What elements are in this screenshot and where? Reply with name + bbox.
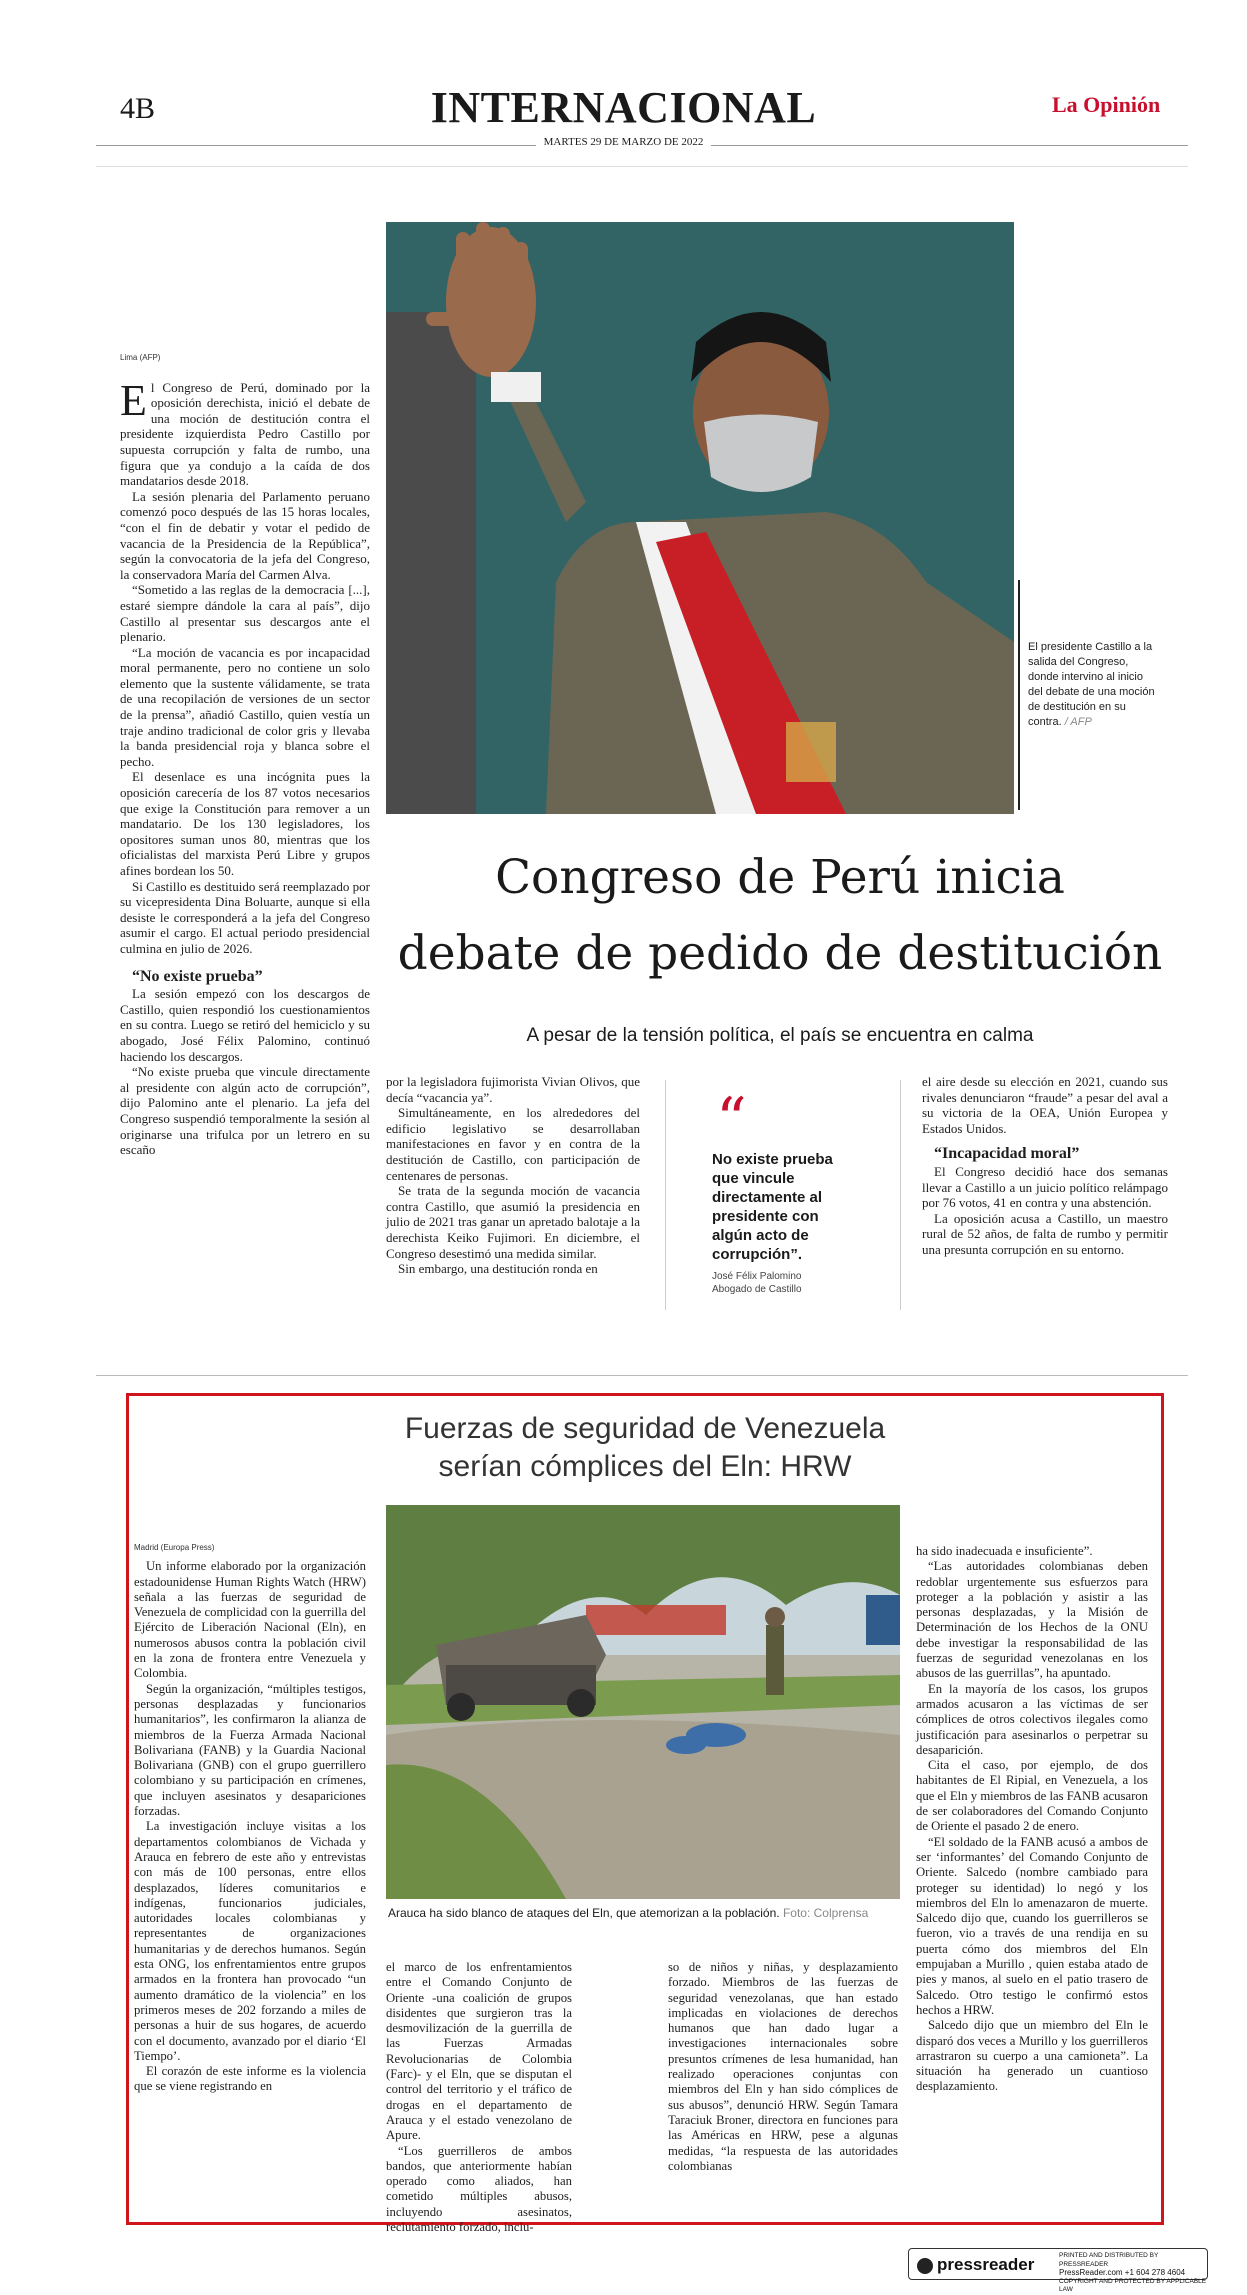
drop-cap: E — [120, 375, 147, 425]
story1-column-2: por la legisladora fujimorista Vivian Olivos, que decía “vacancia ya”. Simultáneamente, en los alrededores del edificio legislativo se desarrollaban manifestaciones en favor y en contra de la destitución de Castillo, con participación de centenares de personas. Se trata de la segunda moción de vacancia contra Castillo, que asumió la presidencia en julio de 2021 tras ganar un apretado balotaje a la derechista Keiko Fujimori. En diciembre, el Congreso desestimó una medida similar. Sin embargo, una destitución ronda en — [386, 1074, 640, 1277]
subhead: “No existe prueba” — [132, 967, 263, 985]
issue-date: MARTES 29 DE MARZO DE 2022 — [0, 136, 1247, 148]
story2-column-3: so de niños y niñas, y desplazamiento forzado. Miembros de las fuerzas de seguridad venezolanas, que han estado implicadas en violaciones de derechos humanos que han dado lugar a investigaciones internacionales sobre presuntos crímenes de lesa humanidad, han realizado operaciones conjuntas con miembros del Eln y han sido cómplices de sus abusos”, denunció HRW. Según Tamara Taraciuk Broner, directora en funciones para las Américas en HRW, pese a algunas medidas, “la respuesta de las autoridades colombianas — [668, 1960, 898, 2173]
castillo-photo — [386, 222, 1014, 814]
column-divider — [665, 1080, 666, 1310]
header-rule-2 — [96, 166, 1188, 167]
story2-column-1: Madrid (Europa Press) Un informe elaborado por la organización estadounidense Human Rights Watch (HRW) señala a las fuerzas de seguridad de Venezuela de complicidad con la guerrilla del Ejército de Liberación Nacional (Eln), en numerosos abusos contra la población civil en la zona de frontera entre Venezuela y Colombia. Según la organización, “múltiples testigos, personas desplazadas y funcionarios humanitarios”, les confirmaron la alianza de miembros de la Fuerza Armada Nacional Bolivariana (FANB) y la Guardia Nacional Bolivariana (GNB) con el grupo guerrillero colombiano y su participación en crímenes, que incluyen asesinatos y desapariciones forzadas. La investigación incluye visitas a los departamentos colombianos de Vichada y Arauca en febrero de este año y entrevistas con más de 100 personas, entre ellos desplazados, líderes comunitarios e indígenas, funcionarios judiciales, autoridades locales colombianas y representantes de organizaciones humanitarias y de derechos humanos. Según esta ONG, los enfrentamientos entre grupos armados en la frontera han provocado “un aumento dramático de la violencia” en los primeros meses de 202 forzando a miles de personas a huir de sus hogares, de acuerdo con el documento, avanzado por el diario ‘El Tiempo’. El corazón de este informe es la violencia que se viene registrando en — [134, 1540, 366, 2095]
page-number: 4B — [120, 92, 156, 125]
castillo-photo-illustration — [386, 222, 1014, 814]
pressreader-badge[interactable] — [908, 2248, 1208, 2293]
column-divider — [900, 1080, 901, 1310]
headline: Congreso de Perú inicia debate de pedido de destitución — [397, 850, 1163, 981]
photo-caption-2: Arauca ha sido blanco de ataques del Eln, que atemorizan a la población. Foto: Colprensa — [388, 1906, 869, 1920]
dateline: Lima (AFP) — [120, 353, 161, 362]
photo-caption: El presidente Castillo a la salida del Congreso, donde intervino al inicio del debate de una moción de destitución en su contra. / AFP — [1028, 641, 1155, 728]
section-title: INTERNACIONAL — [430, 83, 817, 132]
brand-logo: La Opinión — [1052, 92, 1161, 117]
quote-icon: “ — [716, 1085, 747, 1155]
pressreader-icon — [917, 2258, 933, 2274]
pressreader-notice: PRINTED AND DISTRIBUTED BY PRESSREADER PressReader.com +1 604 278 4604 COPYRIGHT AND PROTECTED BY APPLICABLE LAW — [1059, 2252, 1207, 2293]
dateline-2: Madrid (Europa Press) — [134, 1543, 215, 1552]
pressreader-logo: pressreader — [917, 2255, 1034, 2275]
pull-quote-attribution: José Félix Palomino Abogado de Castillo — [712, 1271, 802, 1295]
photo-credit-2: Foto: Colprensa — [782, 1906, 869, 1920]
section-divider — [96, 1375, 1188, 1376]
story1-column-4: el aire desde su elección en 2021, cuando sus rivales denunciaron “fraude” a pesar del aval a su victoria de la OEA, Unión Europea y Estados Unidos. “Incapacidad moral” El Congreso decidió hace dos semanas llevar a Castillo a un juicio político relámpago por 76 votos, 41 en contra y una abstención. La oposición acusa a Castillo, un maestro rural de 52 años, de falta de rumbo y permitir una presunta corrupción en su entorno. — [922, 1074, 1168, 1257]
photo-credit: / AFP — [1064, 716, 1092, 728]
subhead: “Incapacidad moral” — [934, 1145, 1080, 1163]
deck: A pesar de la tensión política, el país se encuentra en calma — [526, 1025, 1034, 1046]
story2-title: Fuerzas de seguridad de Venezuela serían cómplices del Eln: HRW — [404, 1412, 886, 1483]
arauca-photo-illustration — [386, 1505, 900, 1899]
story2-column-4: ha sido inadecuada e insuficiente”. “Las autoridades colombianas deben redoblar urgentemente sus esfuerzos para proteger a la población y asistir a las personas desplazadas, y la Misión de Determinación de los Hechos de la ONU debe investigar la responsabilidad de las fuerzas de seguridad venezolanas en los abusos de las guerrillas”, ha apuntado. En la mayoría de los casos, los grupos armados acusaron a las víctimas de ser cómplices de otros colectivos ilegales como justificación para asesinarlos o perpetrar su desaparición. Cita el caso, por ejemplo, de dos habitantes de El Ripial, en Venezuela, a los que el Eln y miembros de las FANB acusaron de ser colaboradores del Comando Conjunto de Oriente el pasado 2 de enero. “El soldado de la FANB acusó a ambos de ser ‘informantes’ del Comando Conjunto de Oriente. Salcedo (nombre cambiado para proteger su identidad) lo negó y los miembros del Eln lo amenazaron de muerte. Salcedo dijo que, cuando los guerrilleros se fueron, vio a través de una rendija en su puerta cómo dos miembros del Eln empujaban a Murillo , quien estaba atado de pies y manos, al suelo en el patio trasero de Salcedo. Otro testigo le confirmó estos hechos a HRW. Salcedo dijo que un miembro del Eln le disparó dos veces a Murillo y los guerrilleros arrastraron su cuerpo a una camioneta”. La situación ha generado un cuantioso desplazamiento. — [916, 1544, 1148, 2094]
caption-divider — [1018, 580, 1020, 810]
pull-quote: No existe prueba que vincule directamente al presidente con algún acto de corrupción”. — [712, 1151, 833, 1263]
story1-column-1: Lima (AFP) El Congreso de Perú, dominado por la oposición derechista, inició el debate de una moción de destitución contra el presidente izquierdista Pedro Castillo por supuesta corrupción y falta de rumbo, una figura que ya condujo a la caída de dos mandatarios desde 2018. La sesión plenaria del Parlamento peruano comenzó poco después de las 15 horas locales, “con el fin de debatir y votar el pedido de vacancia de la Presidencia de la República”, según la convocatoria de la jefa del Congreso, la conservadora María del Carmen Alva. “Sometido a las reglas de la democracia [...], estaré siempre dándole la cara al país”, dijo Castillo al presentar sus descargos ante el plenario. “La moción de vacancia es por incapacidad moral permanente, pero no contiene un solo elemento que la sustente válidamente, se trata de una recopilación de versiones de un sector de la prensa”, añadió Castillo, quien vestía un traje andino tradicional de color gris y llevaba la banda presidencial roja y blanca sobre el pecho. El desenlace es una incógnita pues la oposición carecería de los 87 votos necesarios que exige la Constitución para remover a un mandatario. De los 130 legisladores, los opositores suman unos 80, mientras que los oficialistas del marxista Perú Libre y grupos afines bordean los 50. Si Castillo es destituido será reemplazado por su vicepresidenta Dina Boluarte, aunque si ella desiste le corresponderá a la jefa del Congreso asumir el cargo. El actual periodo presidencial culmina en julio de 2026. “No existe prueba” La sesión empezó con los descargos de Castillo, quien respondió los cuestionamientos en su contra. Luego se retiró del hemiciclo y su abogado, José Félix Palomino, continuó haciendo los descargos. “No existe prueba que vincule directamente al presidente con algún acto de corrupción”, dijo Palomino ante el plenario. La jefa del Congreso suspendió temporalmente la sesión al originarse una trifulca por un letrero en su escaño — [120, 350, 370, 1158]
story2-column-2: el marco de los enfrentamientos entre el Comando Conjunto de Oriente -una coalición de grupos disidentes que surgieron tras la desmovilización de la guerrilla de las Fuerzas Armadas Revolucionarias de Colombia (Farc)- y el Eln, que se disputan el control del territorio y el tráfico de drogas en el departamento de Arauca y el estado venezolano de Apure. “Los guerrilleros de ambos bandos, que anteriormente habían operado como aliados, han cometido múltiples abusos, incluyendo asesinatos, reclutamiento forzado, inclu- — [386, 1960, 572, 2235]
arauca-photo — [386, 1505, 900, 1899]
